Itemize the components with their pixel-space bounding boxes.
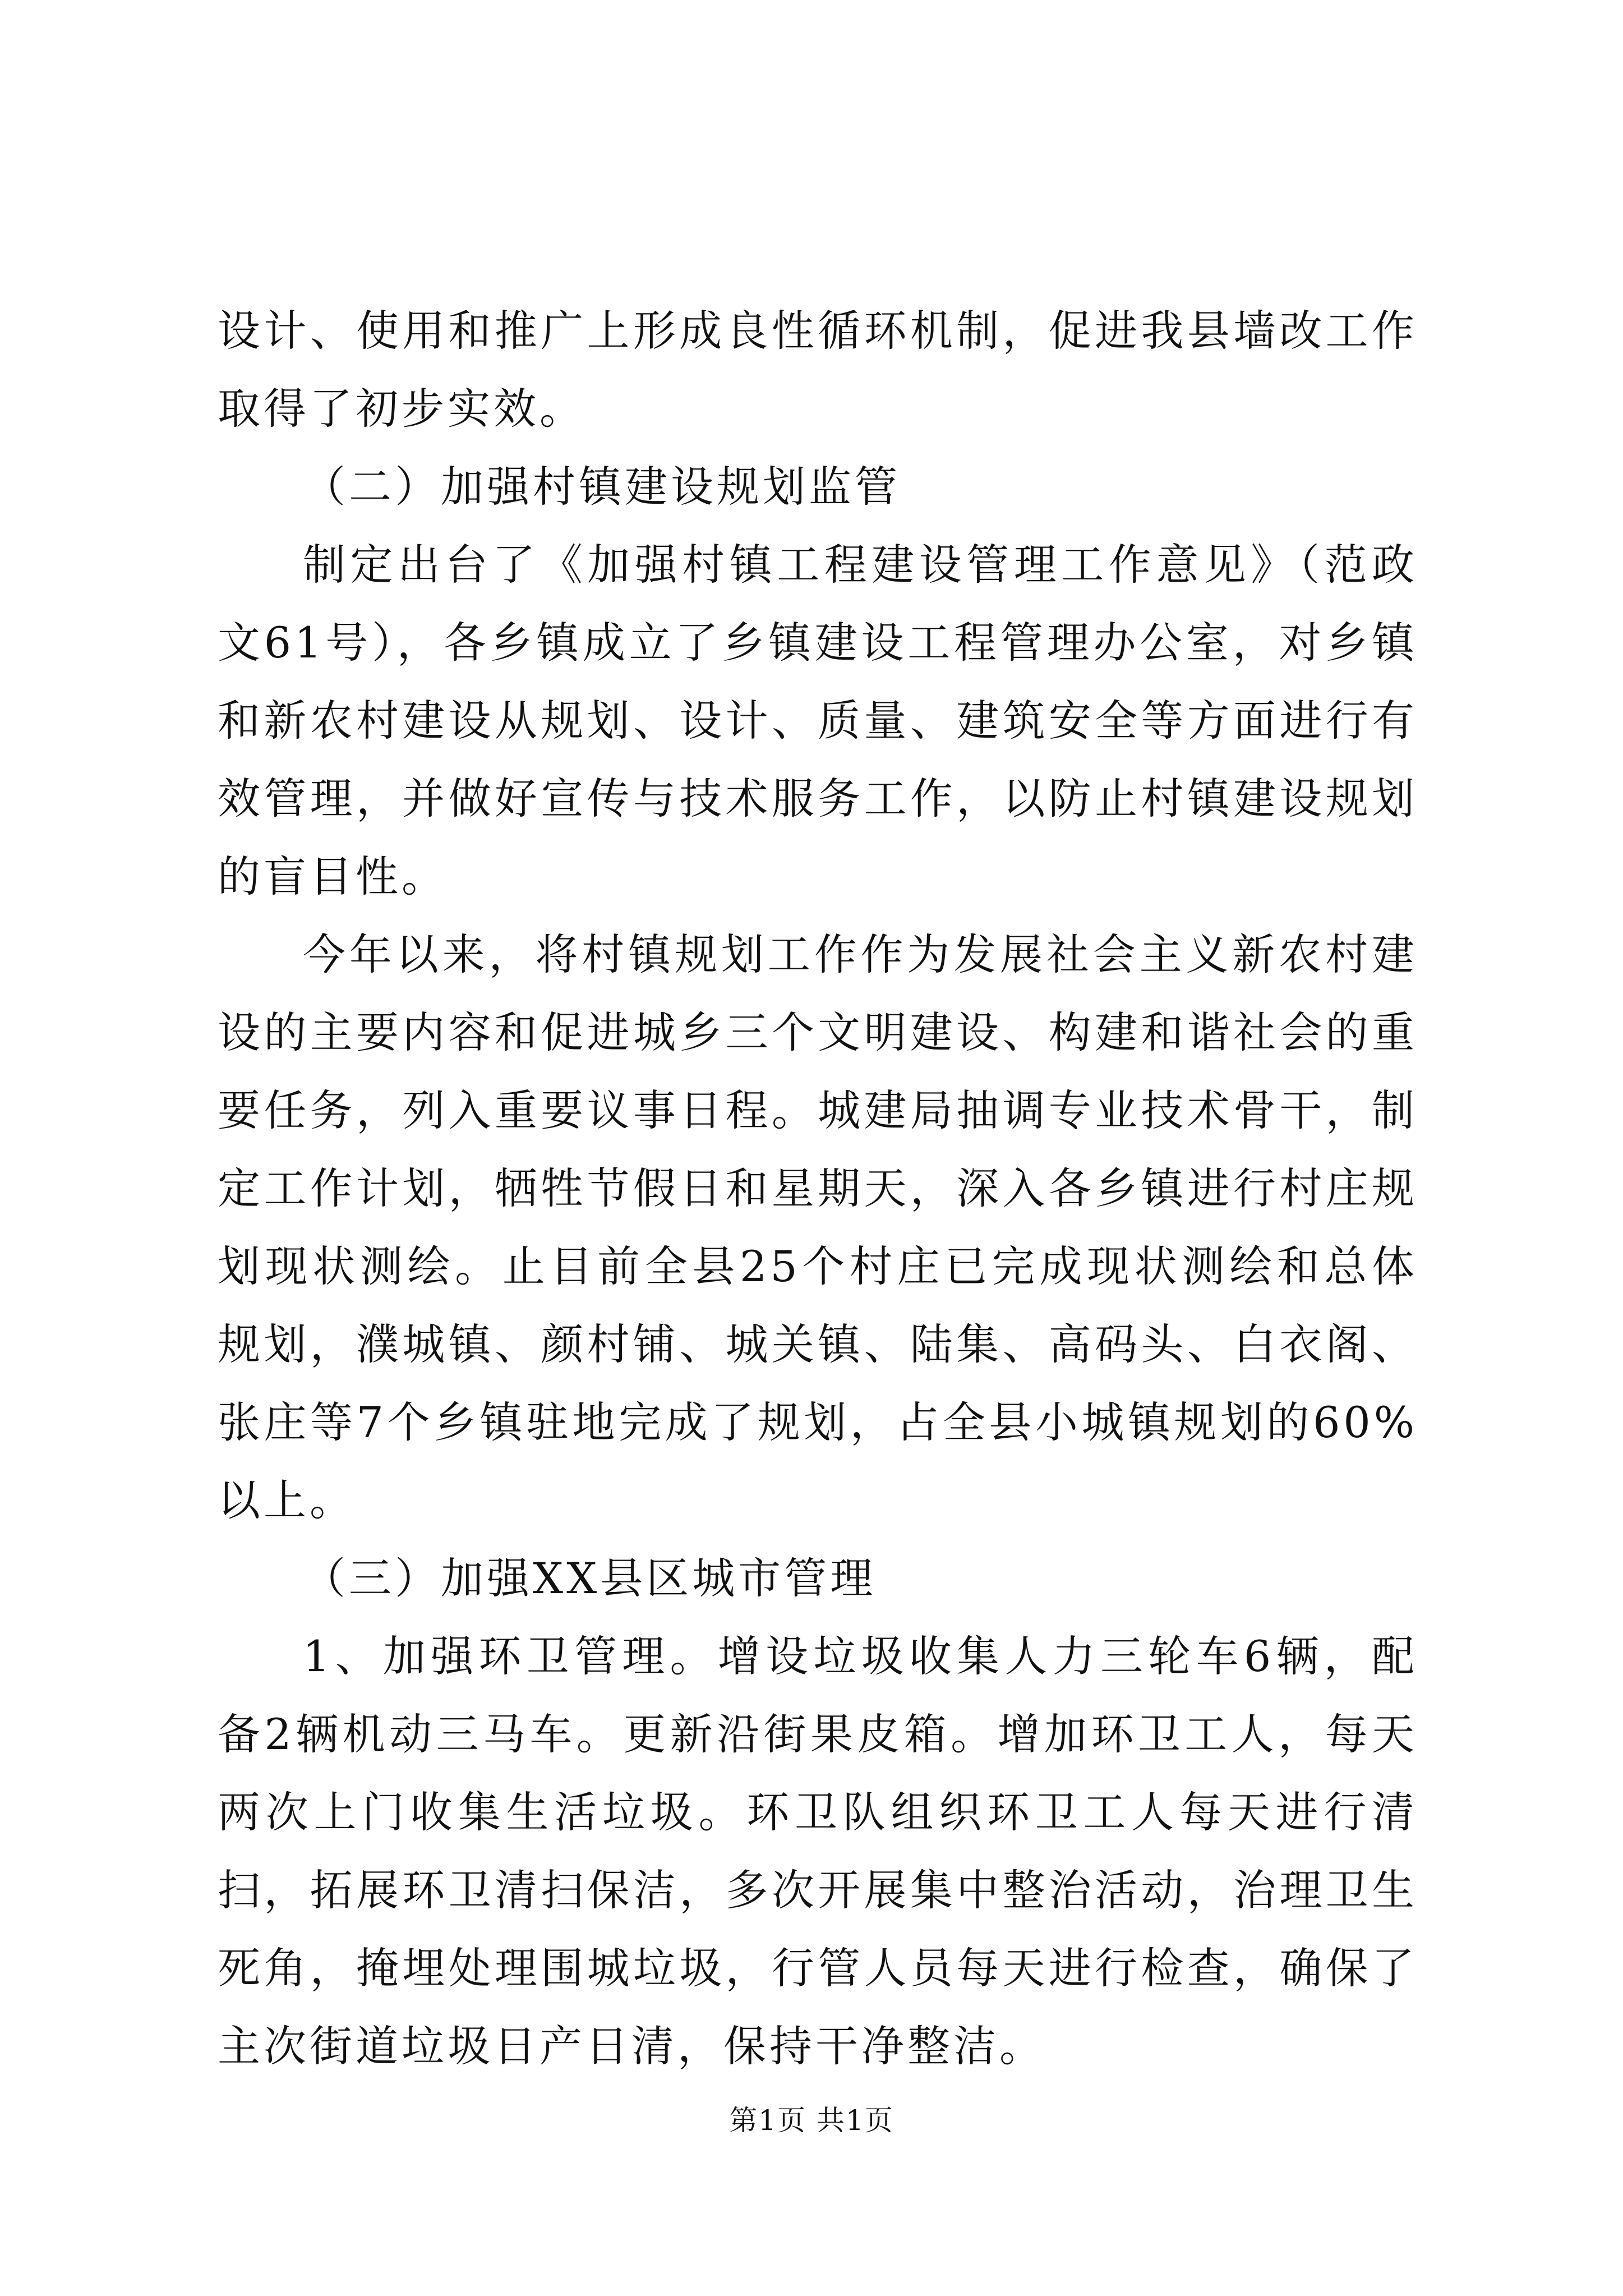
page-footer xyxy=(0,2098,1623,2138)
paragraph-continued: 设计、使用和推广上形成良性循环机制，促进我县墙改工作取得了初步实效。 xyxy=(218,306,1418,434)
paragraph-village-planning: 今年以来，将村镇规划工作作为发展社会主义新农村建设的主要内容和促进城乡三个文明建设、构建和谐社会的重要任务，列入重要议事日程。城建局抽调专业技术骨干，制定工作计划，牺牲节假日和星期天，深入各乡镇进行村庄规划现状测绘。止目前全县25个村庄已完成现状测绘和总体规划，濮城镇、颜村铺、城关镇、陆集、高码头、白衣阁、张庄等7个乡镇驻地完成了规划，占全县小城镇规划的60%以上。 xyxy=(218,930,1418,1525)
section-heading-2: （二）加强村镇建设规划监管 xyxy=(303,462,901,512)
document-body xyxy=(218,292,1418,2085)
paragraph-sanitation: 1、加强环卫管理。增设垃圾收集人力三轮车6辆，配备2辆机动三马车。更新沿街果皮箱。增加环卫工人，每天两次上门收集生活垃圾。环卫队组织环卫工人每天进行清扫，拓展环卫清扫保洁，多次开展集中整治活动，治理卫生死角，掩埋处理围城垃圾，行管人员每天进行检查，确保了主次街道垃圾日产日清，保持干净整洁。 xyxy=(218,1631,1418,2071)
page-number: 第1页 共1页 xyxy=(729,2104,894,2137)
section-heading-3: （三）加强XX县区城市管理 xyxy=(303,1553,877,1603)
paragraph-regulation: 制定出台了《加强村镇工程建设管理工作意见》（范政文61号），各乡镇成立了乡镇建设工程管理办公室，对乡镇和新农村建设从规划、设计、质量、建筑安全等方面进行有效管理，并做好宣传与技术服务工作，以防止村镇建设规划的盲目性。 xyxy=(218,540,1418,901)
